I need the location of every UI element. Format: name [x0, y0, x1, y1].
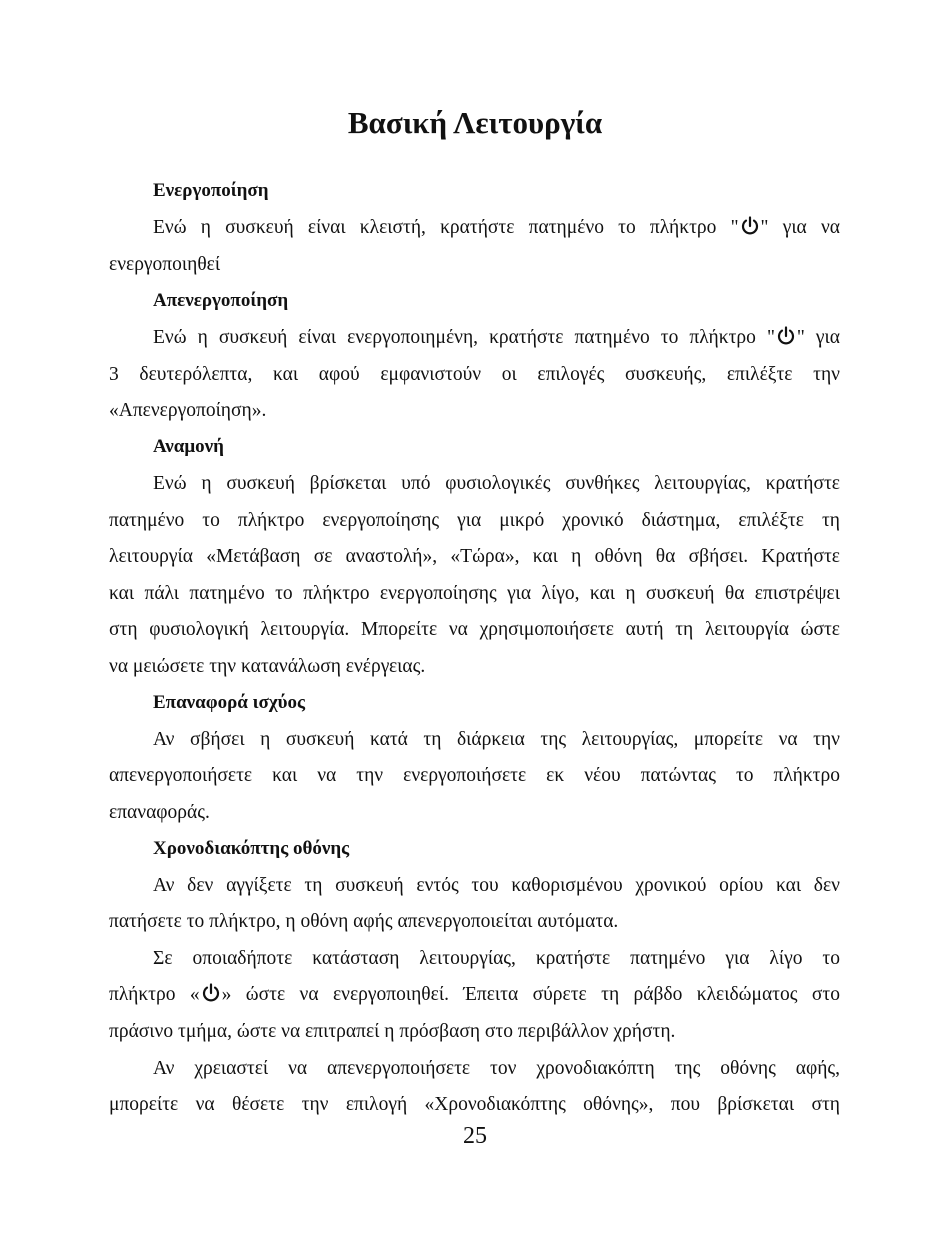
- heading-standby: Αναμονή: [153, 436, 224, 457]
- heading-power-on: Ενεργοποίηση: [153, 180, 269, 201]
- paragraph-line: ενεργοποιηθεί: [109, 254, 221, 275]
- paragraph-line: Αν δεν αγγίξετε τη συσκευή εντός του καθορισμένου χρονικού ορίου και δεν: [153, 875, 840, 896]
- paragraph-line: «Απενεργοποίηση».: [109, 400, 267, 421]
- paragraph-line: 3 δευτερόλεπτα, και αφού εμφανιστούν οι επιλογές συσκευής, επιλέξτε την: [109, 364, 840, 385]
- heading-power-reset: Επαναφορά ισχύος: [153, 692, 306, 713]
- paragraph-line: και πάλι πατημένο το πλήκτρο ενεργοποίησης για λίγο, και η συσκευή θα επιστρέψει: [109, 583, 840, 604]
- paragraph-line: πράσινο τμήμα, ώστε να επιτραπεί η πρόσβαση στο περιβάλλον χρήστη.: [109, 1021, 676, 1042]
- paragraph-line: πατήσετε το πλήκτρο, η οθόνη αφής απενεργοποιείται αυτόματα.: [109, 911, 619, 932]
- paragraph-line: Ενώ η συσκευή είναι κλειστή, κρατήστε πατημένο το πλήκτρο " " για να: [153, 217, 841, 238]
- paragraph-line: Αν σβήσει η συσκευή κατά τη διάρκεια της λειτουργίας, μπορείτε να την: [153, 729, 840, 750]
- paragraph-line: απενεργοποιήσετε και να την ενεργοποιήσετε εκ νέου πατώντας το πλήκτρο: [109, 765, 840, 786]
- paragraph-line: Ενώ η συσκευή βρίσκεται υπό φυσιολογικές συνθήκες λειτουργίας, κρατήστε: [153, 473, 840, 494]
- paragraph-line: επαναφοράς.: [109, 802, 210, 823]
- paragraph-line: πλήκτρο « » ώστε να ενεργοποιηθεί. Έπειτα σύρετε τη ράβδο κλειδώματος στο: [109, 984, 840, 1005]
- paragraph-line: πατημένο το πλήκτρο ενεργοποίησης για μικρό χρονικό διάστημα, επιλέξτε τη: [109, 510, 840, 531]
- page-title: Βασική Λειτουργία: [347, 105, 603, 140]
- paragraph-line: μπορείτε να θέσετε την επιλογή «Χρονοδιακόπτης οθόνης», που βρίσκεται στη: [109, 1094, 840, 1115]
- paragraph-line: να μειώσετε την κατανάλωση ενέργειας.: [109, 656, 426, 677]
- power-icon: [776, 326, 796, 346]
- paragraph-line: λειτουργία «Μετάβαση σε αναστολή», «Τώρα», και η οθόνη θα σβήσει. Κρατήστε: [109, 546, 840, 567]
- power-icon: [740, 216, 760, 236]
- page-number: 25: [463, 1123, 487, 1149]
- paragraph-line: στη φυσιολογική λειτουργία. Μπορείτε να χρησιμοποιήσετε αυτή τη λειτουργία ώστε: [109, 619, 840, 640]
- paragraph-line: Ενώ η συσκευή είναι ενεργοποιημένη, κρατήστε πατημένο το πλήκτρο " " για: [153, 327, 840, 348]
- power-icon: [201, 983, 221, 1003]
- heading-power-off: Απενεργοποίηση: [153, 290, 289, 311]
- heading-screen-timer: Χρονοδιακόπτης οθόνης: [153, 838, 350, 859]
- paragraph-line: Σε οποιαδήποτε κατάσταση λειτουργίας, κρατήστε πατημένο για λίγο το: [153, 948, 840, 969]
- paragraph-line: Αν χρειαστεί να απενεργοποιήσετε τον χρονοδιακόπτη της οθόνης αφής,: [153, 1058, 840, 1079]
